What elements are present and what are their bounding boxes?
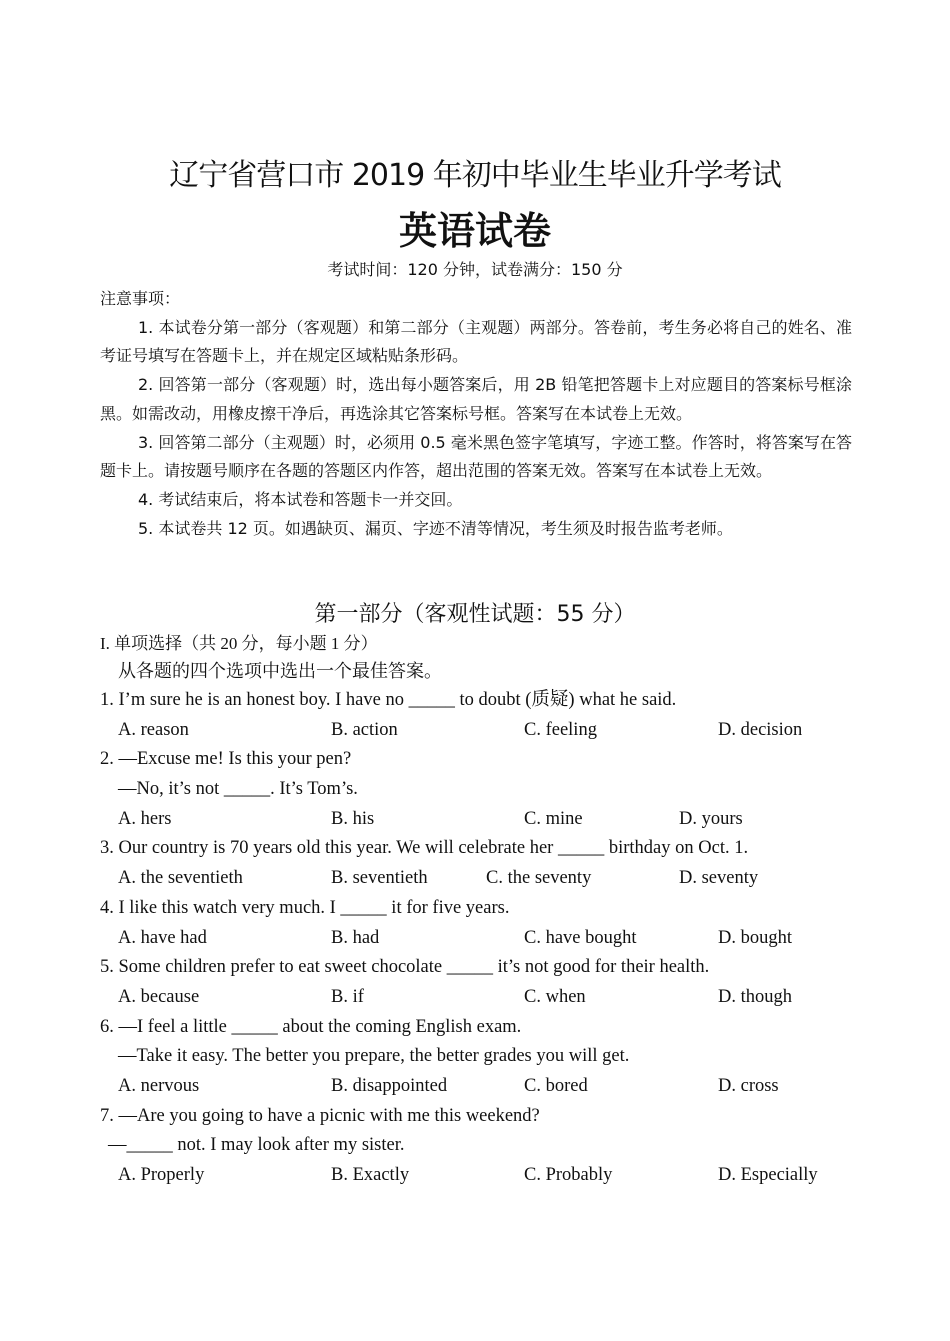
question-text: 5. Some children prefer to eat sweet chocolate _____ it’s not good for their health. — [100, 957, 710, 978]
note-item: 2. 回答第一部分（客观题）时，选出每小题答案后，用 2B 铅笔把答题卡上对应题目的答案标号框涂黑。如需改动，用橡皮擦干净后，再选涂其它答案标号框。答案写在本试卷上无效。 — [100, 375, 852, 423]
option-c: C. mine — [524, 808, 583, 829]
option-b: B. had — [331, 927, 380, 948]
option-c: C. feeling — [524, 719, 597, 740]
question-text: 7. —Are you going to have a picnic with me this weekend? — [100, 1105, 540, 1126]
part-one-heading: 第一部分（客观性试题：55 分） — [314, 602, 636, 627]
exam-subtitle: 英语试卷 — [398, 208, 551, 253]
option-d: D. decision — [718, 719, 803, 740]
question-text: 4. I like this watch very much. I _____ it for five years. — [100, 897, 510, 918]
note-item: 4. 考试结束后，将本试卷和答题卡一并交回。 — [138, 489, 463, 509]
option-row — [100, 924, 880, 954]
option-b: B. action — [331, 719, 398, 740]
option-b: B. seventieth — [331, 868, 428, 889]
option-row — [100, 1161, 880, 1191]
section-instruction: 从各题的四个选项中选出一个最佳答案。 — [118, 661, 442, 682]
option-d: D. bought — [718, 927, 792, 948]
exam-time-info: 考试时间：120 分钟，试卷满分：150 分 — [327, 260, 623, 279]
option-d: D. cross — [718, 1075, 779, 1096]
option-c: C. when — [524, 986, 586, 1007]
option-row — [100, 983, 880, 1013]
option-a: A. Properly — [118, 1165, 205, 1185]
notes-section — [100, 285, 852, 543]
option-b: B. if — [331, 986, 364, 1007]
question-text: —Take it easy. The better you prepare, the better grades you will get. — [118, 1046, 630, 1067]
question-text: —_____ not. I may look after my sister. — [108, 1135, 405, 1156]
option-row — [100, 864, 880, 894]
notes-heading: 注意事项： — [100, 289, 181, 308]
option-d: D. though — [718, 986, 792, 1007]
option-row — [100, 1072, 880, 1102]
option-c: C. bored — [524, 1075, 588, 1096]
exam-title: 辽宁省营口市 2019 年初中毕业生毕业升学考试 — [169, 158, 781, 193]
option-b: B. Exactly — [331, 1165, 410, 1185]
option-a: A. nervous — [118, 1075, 200, 1096]
option-a: A. hers — [118, 808, 172, 829]
option-d: D. Especially — [718, 1165, 818, 1185]
option-c: C. have bought — [524, 927, 637, 948]
option-b: B. his — [331, 808, 375, 829]
section-heading: I. 单项选择（共 20 分，每小题 1 分） — [100, 634, 378, 653]
question-list — [100, 686, 880, 1191]
option-row — [100, 805, 880, 835]
question-text: —No, it’s not _____. It’s Tom’s. — [118, 779, 358, 800]
option-a: A. have had — [118, 927, 207, 948]
question-text: 6. —I feel a little _____ about the coming English exam. — [100, 1016, 522, 1037]
question-text: 1. I’m sure he is an honest boy. I have no _____ to doubt (质疑) what he said. — [100, 690, 677, 710]
note-item: 5. 本试卷共 12 页。如遇缺页、漏页、字迹不清等情况，考生须及时报告监考老师。 — [138, 518, 733, 538]
question-text: 3. Our country is 70 years old this year. We will celebrate her _____ birthday on Oct. 1. — [100, 838, 749, 859]
option-a: A. because — [118, 986, 200, 1007]
option-b: B. disappointed — [331, 1075, 448, 1096]
note-item: 3. 回答第二部分（主观题）时，必须用 0.5 毫米黑色签字笔填写，字迹工整。作答时，将答案写在答题卡上。请按题号顺序在各题的答题区内作答，超出范围的答案无效。答案写在本试卷上无效。 — [100, 432, 852, 481]
option-a: A. the seventieth — [118, 868, 243, 889]
option-c: C. the seventy — [486, 868, 592, 889]
option-c: C. Probably — [524, 1165, 613, 1185]
option-d: D. yours — [679, 808, 743, 829]
option-a: A. reason — [118, 719, 189, 740]
option-row — [100, 716, 880, 746]
note-item: 1. 本试卷分第一部分（客观题）和第二部分（主观题）两部分。答卷前，考生务必将自己的姓名、准考证号填写在答题卡上，并在规定区域粘贴条形码。 — [100, 317, 852, 366]
option-d: D. seventy — [679, 868, 759, 889]
question-text: 2. —Excuse me! Is this your pen? — [100, 749, 352, 770]
